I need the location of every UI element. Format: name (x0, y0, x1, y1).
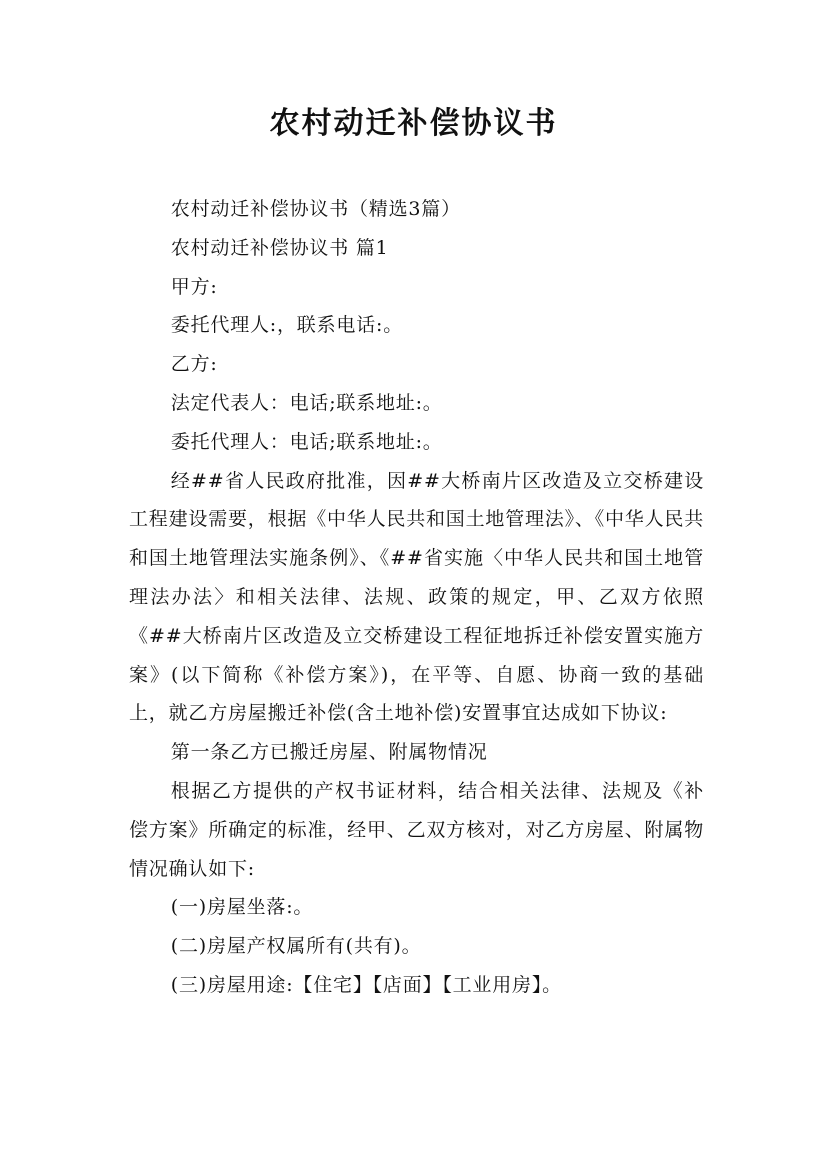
paragraph-item-2: (二)房屋产权属所有(共有)。 (170, 935, 422, 958)
paragraph-party-b: 乙方: (170, 353, 218, 376)
paragraph-agent-a: 委托代理人:，联系电话:。 (170, 314, 404, 337)
paragraph-preamble: 经##省人民政府批准，因##大桥南片区改造及立交桥建设工程建设需要，根据《中华人民共和国土地管理法》、《中华人民共和国土地管理法实施条例》、《##省实施〈中华人民共和国土地管理法办法〉和相关法律、法规、政策的规定，甲、乙双方依照《##大桥南片区改造及立交桥建设工程征地拆迁补偿安置实施方案》(以下简称《补偿方案》)，在平等、自愿、协商一致的基础上，就乙方房屋搬迁补偿(含土地补偿)安置事宜达成如下协议: (129, 469, 705, 725)
paragraph-item-3: (三)房屋用途:【住宅】【店面】【工业用房】。 (170, 973, 562, 996)
document-body (129, 190, 704, 1005)
paragraph-item-1: (一)房屋坐落:。 (170, 896, 314, 919)
paragraph-party-a: 甲方: (170, 275, 218, 298)
paragraph-subtitle: 农村动迁补偿协议书（精选3篇） (170, 198, 461, 220)
paragraph-section-heading: 农村动迁补偿协议书 篇1 (170, 236, 389, 259)
paragraph-article-1-body: 根据乙方提供的产权书证材料，结合相关法律、法规及《补偿方案》所确定的标准，经甲、乙双方核对，对乙方房屋、附属物情况确认如下: (129, 779, 704, 880)
paragraph-article-1-heading: 第一条乙方已搬迁房屋、附属物情况 (170, 741, 488, 764)
paragraph-legal-rep: 法定代表人：电话;联系地址:。 (170, 391, 443, 414)
document-title: 农村动迁补偿协议书 (269, 106, 558, 141)
paragraph-agent-b: 委托代理人：电话;联系地址:。 (170, 430, 443, 453)
